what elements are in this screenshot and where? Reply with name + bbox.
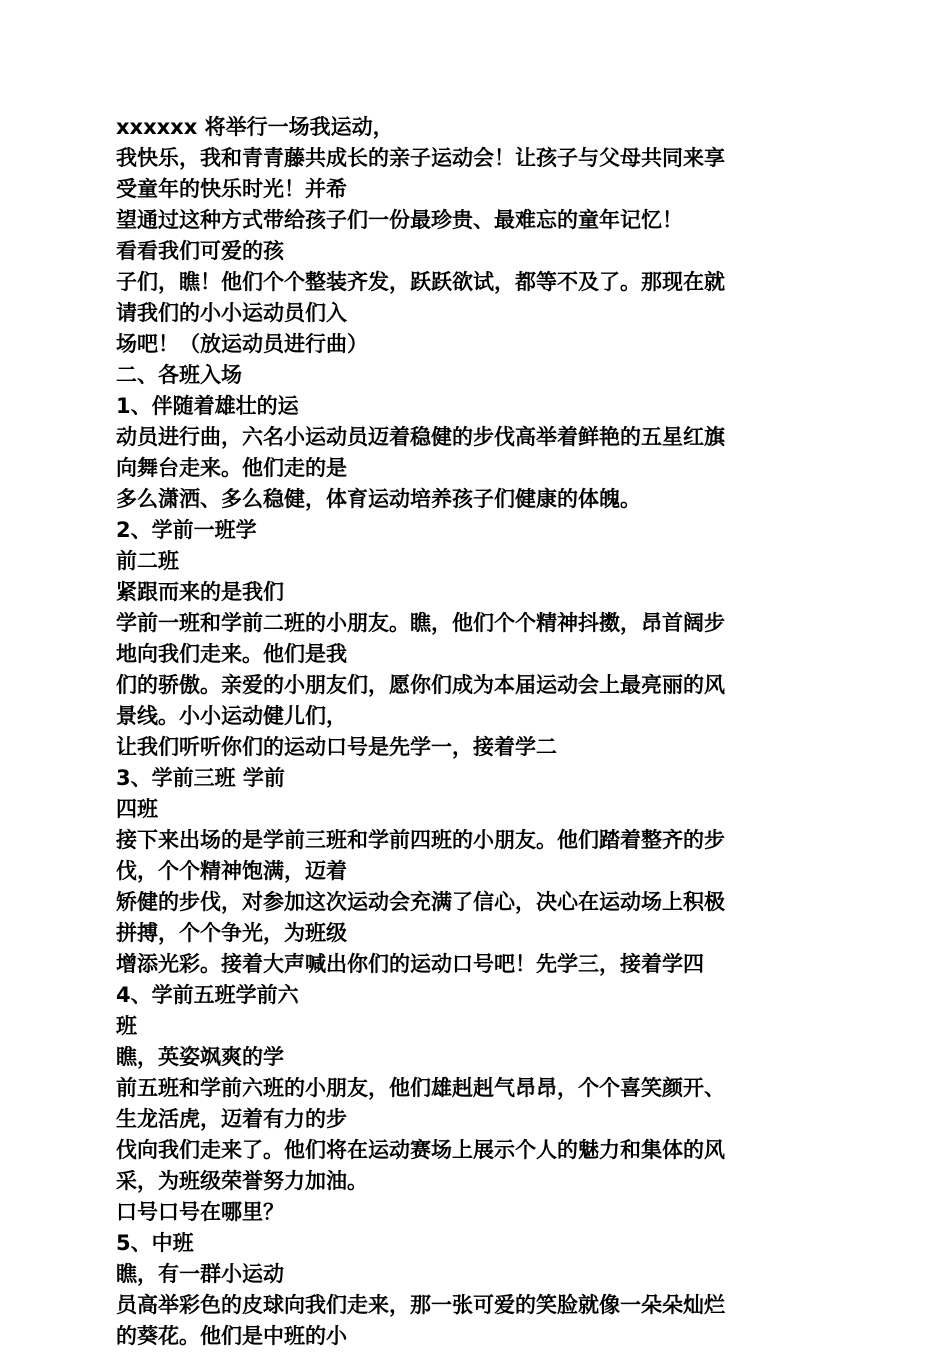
text-line: 伐，个个精神饱满，迈着	[116, 859, 347, 883]
text-line: 受童年的快乐时光！并希	[116, 177, 347, 201]
text-line: 生龙活虎，迈着有力的步	[116, 1107, 347, 1131]
text-line: 我快乐，我和青青藤共成长的亲子运动会！让孩子与父母共同来享	[116, 146, 725, 170]
text-line: 瞧，英姿飒爽的学	[116, 1045, 284, 1069]
text-line: 1、伴随着雄壮的运	[116, 394, 299, 418]
text-line: 口号口号在哪里？	[116, 1200, 284, 1224]
text-line: 2、学前一班学	[116, 518, 257, 542]
text-line: 景线。小小运动健儿们，	[116, 704, 347, 728]
text-line: 前五班和学前六班的小朋友，他们雄赳赳气昂昂，个个喜笑颜开、	[116, 1076, 725, 1100]
text-line: 接下来出场的是学前三班和学前四班的小朋友。他们踏着整齐的步	[116, 828, 725, 852]
text-line: 多么潇洒、多么稳健，体育运动培养孩子们健康的体魄。	[116, 487, 641, 511]
text-line: 望通过这种方式带给孩子们一份最珍贵、最难忘的童年记忆！	[116, 208, 683, 232]
text-line: 伐向我们走来了。他们将在运动赛场上展示个人的魅力和集体的风	[116, 1138, 725, 1162]
text-line: 的葵花。他们是中班的小	[116, 1324, 347, 1348]
text-line: 请我们的小小运动员们入	[116, 301, 347, 325]
text-line: 3、学前三班 学前	[116, 766, 285, 790]
text-line: 员高举彩色的皮球向我们走来，那一张可爱的笑脸就像一朵朵灿烂	[116, 1293, 725, 1317]
text-line: 4、学前五班学前六	[116, 983, 299, 1007]
text-line: 场吧！（放运动员进行曲）	[116, 332, 368, 356]
text-line: 矫健的步伐，对参加这次运动会充满了信心，决心在运动场上积极	[116, 890, 725, 914]
text-line: 紧跟而来的是我们	[116, 580, 284, 604]
text-line: 班	[116, 1014, 137, 1038]
text-line: xxxxxx 将举行一场我运动，	[116, 115, 394, 139]
text-line: 让我们听听你们的运动口号是先学一，接着学二	[116, 735, 557, 759]
text-line: 动员进行曲，六名小运动员迈着稳健的步伐高举着鲜艳的五星红旗	[116, 425, 725, 449]
text-line: 瞧，有一群小运动	[116, 1262, 284, 1286]
text-line: 学前一班和学前二班的小朋友。瞧，他们个个精神抖擞，昂首阔步	[116, 611, 725, 635]
text-line: 5、中班	[116, 1231, 194, 1255]
text-line: 地向我们走来。他们是我	[116, 642, 347, 666]
text-line: 拼搏，个个争光，为班级	[116, 921, 347, 945]
text-line: 四班	[116, 797, 158, 821]
text-line: 看看我们可爱的孩	[116, 239, 284, 263]
document-body	[116, 112, 822, 1352]
text-line: 采，为班级荣誉努力加油。	[116, 1169, 368, 1193]
text-line: 前二班	[116, 549, 179, 573]
text-line: 们的骄傲。亲爱的小朋友们，愿你们成为本届运动会上最亮丽的风	[116, 673, 725, 697]
text-line: 子们，瞧！他们个个整装齐发，跃跃欲试，都等不及了。那现在就	[116, 270, 725, 294]
text-line: 二、各班入场	[116, 363, 242, 387]
text-line: 向舞台走来。他们走的是	[116, 456, 347, 480]
text-line: 增添光彩。接着大声喊出你们的运动口号吧！先学三，接着学四	[116, 952, 704, 976]
